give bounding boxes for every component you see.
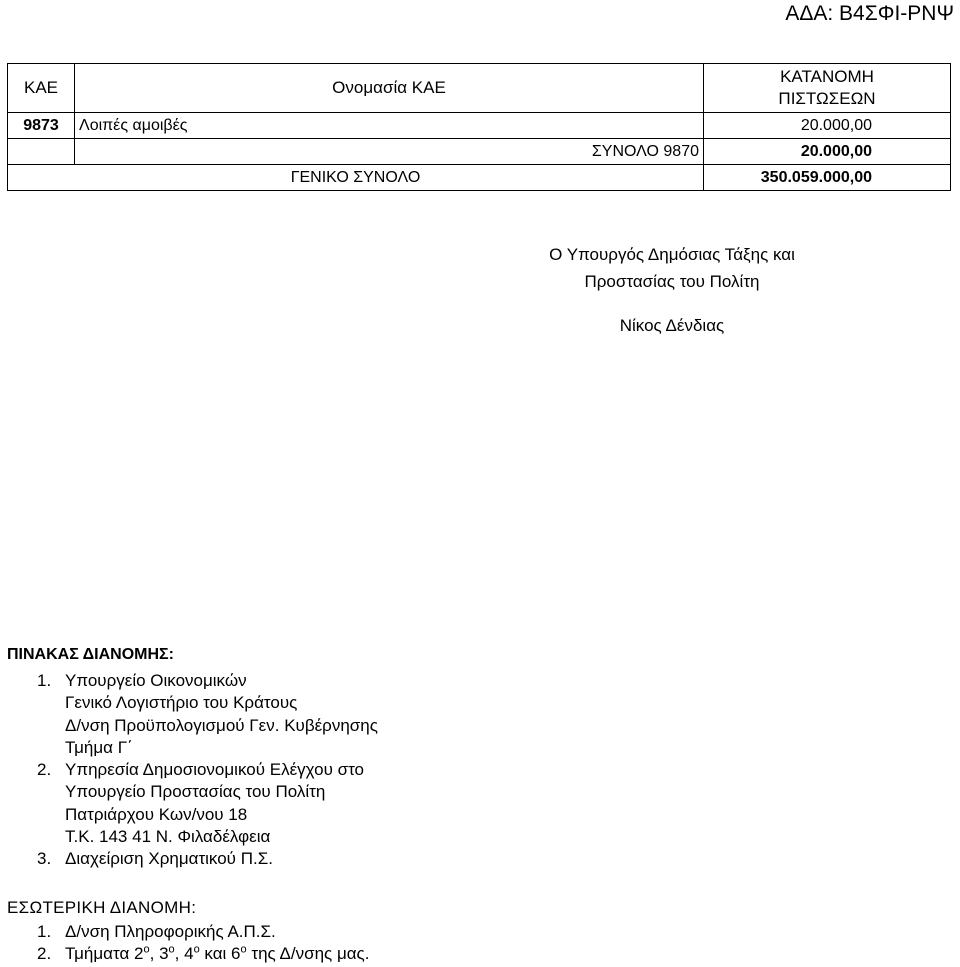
row-name: Λοιπές αμοιβές [75, 113, 704, 139]
text-part: και 6 [199, 944, 241, 964]
text-part: Τμήματα 2 [65, 944, 144, 964]
signature-title-line2: Προστασίας του Πολίτη [584, 272, 760, 291]
list-item-line: Διαχείριση Χρηματικού Π.Σ. [65, 849, 273, 869]
text-part: , 3 [149, 944, 169, 964]
superscript: ο [240, 943, 247, 956]
distribution-list [37, 670, 378, 871]
ada-code: ΑΔΑ: Β4ΣΦΙ-ΡΝΨ [785, 2, 954, 25]
table-header-row [8, 64, 951, 113]
list-item [37, 943, 369, 965]
list-item-line: Γενικό Λογιστήριο του Κράτους [65, 693, 298, 713]
list-item-line: Δ/νση Πληροφορικής Α.Π.Σ. [65, 922, 276, 941]
total-label: ΓΕΝΙΚΟ ΣΥΝΟΛΟ [8, 165, 704, 191]
col-header-allocation [704, 64, 951, 113]
list-item-line: Υπηρεσία Δημοσιονομικού Ελέγχου στο [65, 760, 365, 780]
text-part: , 4 [174, 944, 194, 964]
row-value: 20.000,00 [704, 113, 951, 139]
table-row [8, 113, 951, 139]
text-part: της Δ/νσης μας. [246, 944, 370, 964]
list-item-line: Πατριάρχου Κων/νου 18 [65, 804, 248, 824]
col-header-code: ΚΑΕ [8, 64, 75, 113]
list-item-line: Υπουργείο Οικονομικών [65, 671, 247, 690]
list-item-number: 3. [37, 849, 52, 869]
internal-distribution-title: ΕΣΩΤΕΡΙΚΗ ΔΙΑΝΟΜΗ: [7, 898, 197, 917]
superscript: ο [193, 943, 200, 956]
col-header-allocation-line1: ΚΑΤΑΝΟΜΗ [780, 67, 874, 86]
list-item [37, 848, 378, 870]
list-item-number: 2. [37, 944, 52, 964]
list-item-number: 1. [37, 671, 52, 690]
signature-name: Νίκος Δένδιας [619, 316, 725, 335]
total-value: 350.059.000,00 [704, 165, 951, 191]
col-header-allocation-line2: ΠΙΣΤΩΣΕΩΝ [778, 89, 876, 108]
signature-title-line1: Ο Υπουργός Δημόσιας Τάξης και [549, 245, 795, 264]
allocation-table [7, 63, 951, 191]
list-item-line: Τμήμα Γ΄ [65, 737, 133, 757]
list-item-line: Τ.Κ. 143 41 Ν. Φιλαδέλφεια [65, 827, 271, 847]
list-item-line: Υπουργείο Προστασίας του Πολίτη [65, 782, 326, 802]
col-header-name: Ονομασία ΚΑΕ [75, 64, 704, 113]
row-code: 9873 [8, 113, 75, 139]
superscript: ο [143, 943, 150, 956]
list-item-number: 1. [37, 922, 52, 941]
list-item [37, 759, 378, 848]
internal-distribution-list [37, 921, 369, 966]
list-item-number: 2. [37, 760, 52, 780]
total-row [8, 165, 951, 191]
superscript: ο [168, 943, 175, 956]
list-item-line [65, 943, 369, 965]
subtotal-value: 20.000,00 [704, 139, 951, 165]
signature-title [487, 241, 857, 295]
distribution-title: ΠΙΝΑΚΑΣ ΔΙΑΝΟΜΗΣ: [7, 646, 174, 663]
subtotal-empty-cell [8, 139, 75, 165]
list-item [37, 921, 369, 943]
subtotal-label: ΣΥΝΟΛΟ 9870 [75, 139, 704, 165]
subtotal-row [8, 139, 951, 165]
list-item-line: Δ/νση Προϋπολογισμού Γεν. Κυβέρνησης [65, 715, 378, 735]
list-item [37, 670, 378, 759]
